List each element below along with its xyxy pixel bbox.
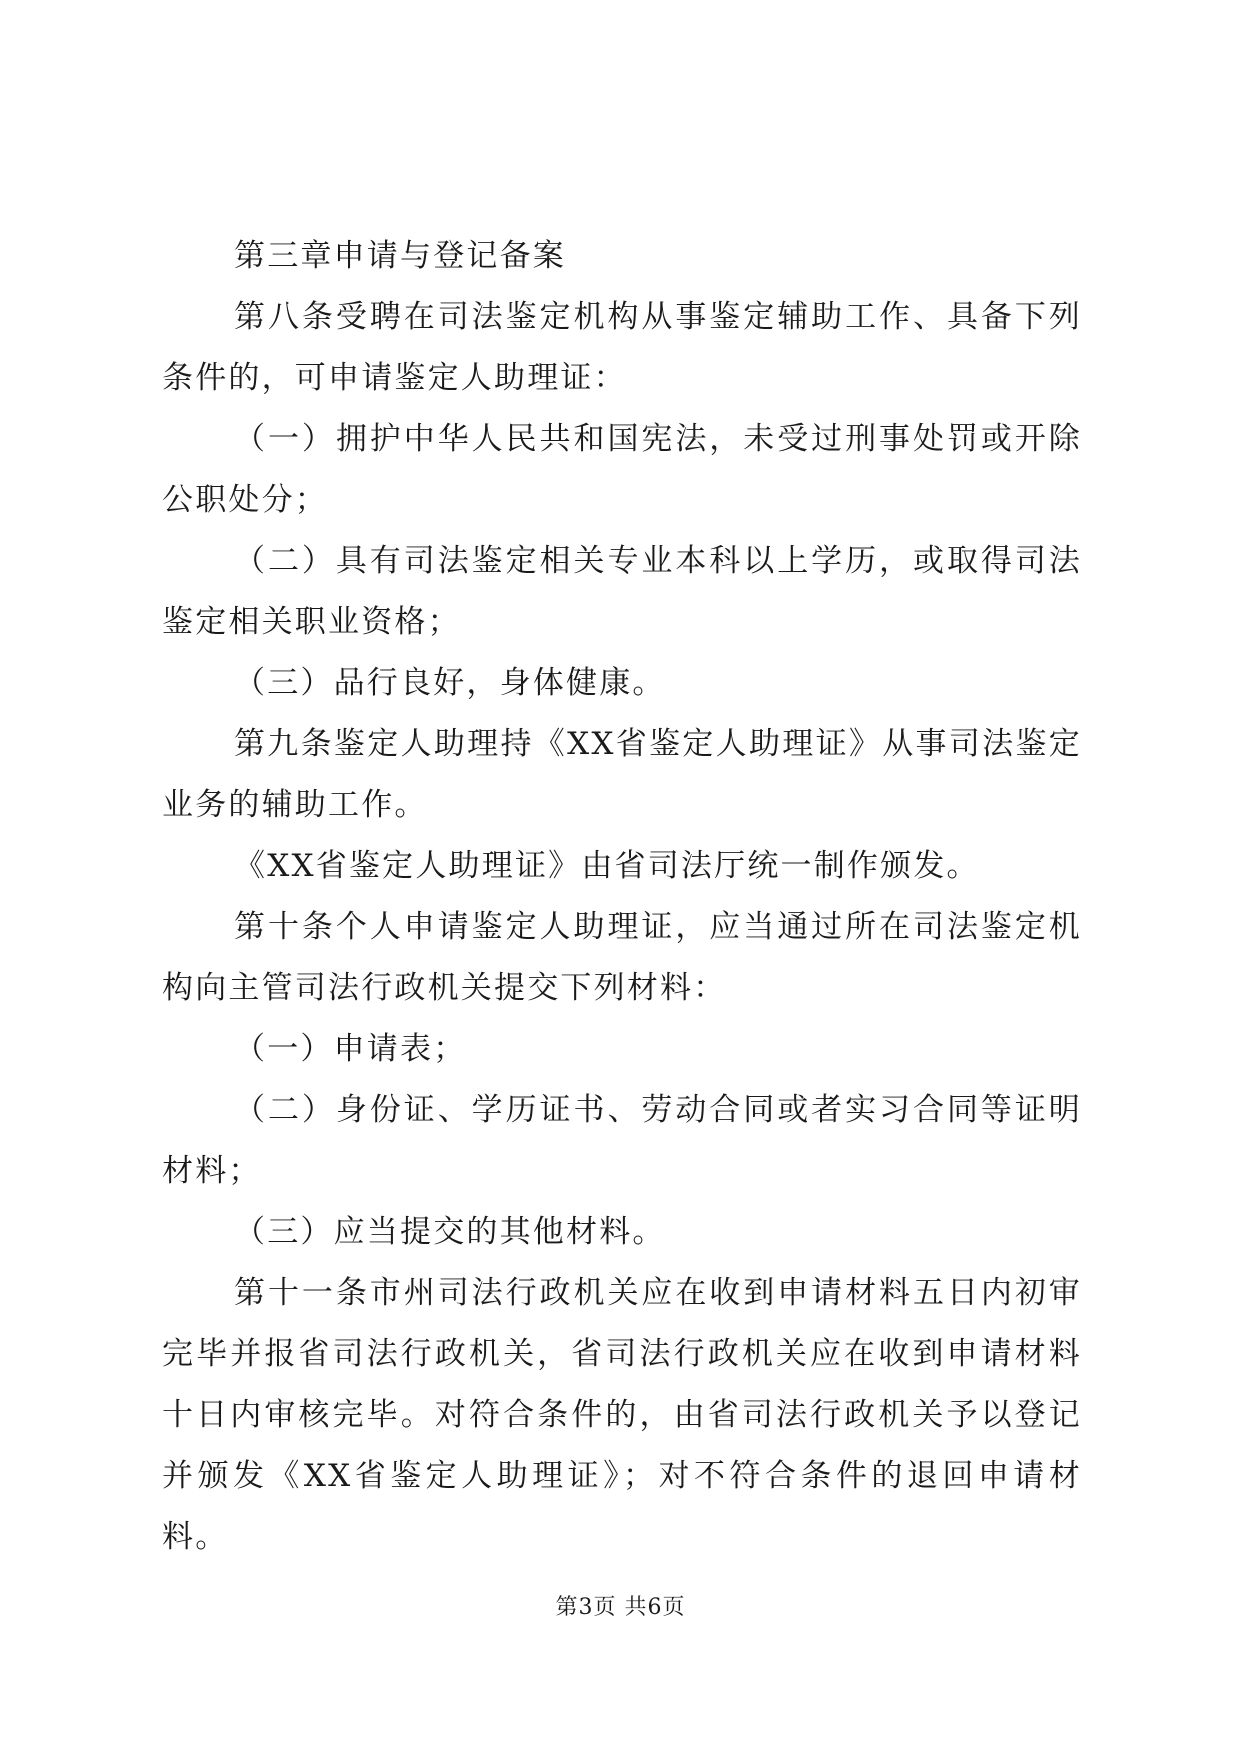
article-10-item-2: （二）身份证、学历证书、劳动合同或者实习合同等证明材料； [162,1092,1082,1189]
article-10: 第十条个人申请鉴定人助理证，应当通过所在司法鉴定机构向主管司法行政机关提交下列材料： [162,909,1082,1006]
page-footer: 第3页 共6页 [555,1595,686,1620]
article-8-item-1: （一）拥护中华人民共和国宪法，未受过刑事处罚或开除公职处分； [162,421,1082,518]
document-body [162,226,1082,1568]
article-9: 第九条鉴定人助理持《XX省鉴定人助理证》从事司法鉴定业务的辅助工作。 [162,726,1082,823]
article-9-note: 《XX省鉴定人助理证》由省司法厅统一制作颁发。 [234,848,980,884]
article-8: 第八条受聘在司法鉴定机构从事鉴定辅助工作、具备下列条件的，可申请鉴定人助理证： [162,299,1082,396]
article-8-item-2: （二）具有司法鉴定相关专业本科以上学历，或取得司法鉴定相关职业资格； [162,543,1082,640]
article-10-item-3: （三）应当提交的其他材料。 [234,1214,666,1250]
article-8-item-3: （三）品行良好，身体健康。 [234,665,666,701]
article-10-item-1: （一）申请表； [234,1031,467,1067]
chapter-heading: 第三章申请与登记备案 [234,238,566,274]
article-11: 第十一条市州司法行政机关应在收到申请材料五日内初审完毕并报省司法行政机关，省司法行政机关应在收到申请材料十日内审核完毕。对符合条件的，由省司法行政机关予以登记并颁发《XX省鉴定人助理证》；对不符合条件的退回申请材料。 [162,1275,1082,1555]
